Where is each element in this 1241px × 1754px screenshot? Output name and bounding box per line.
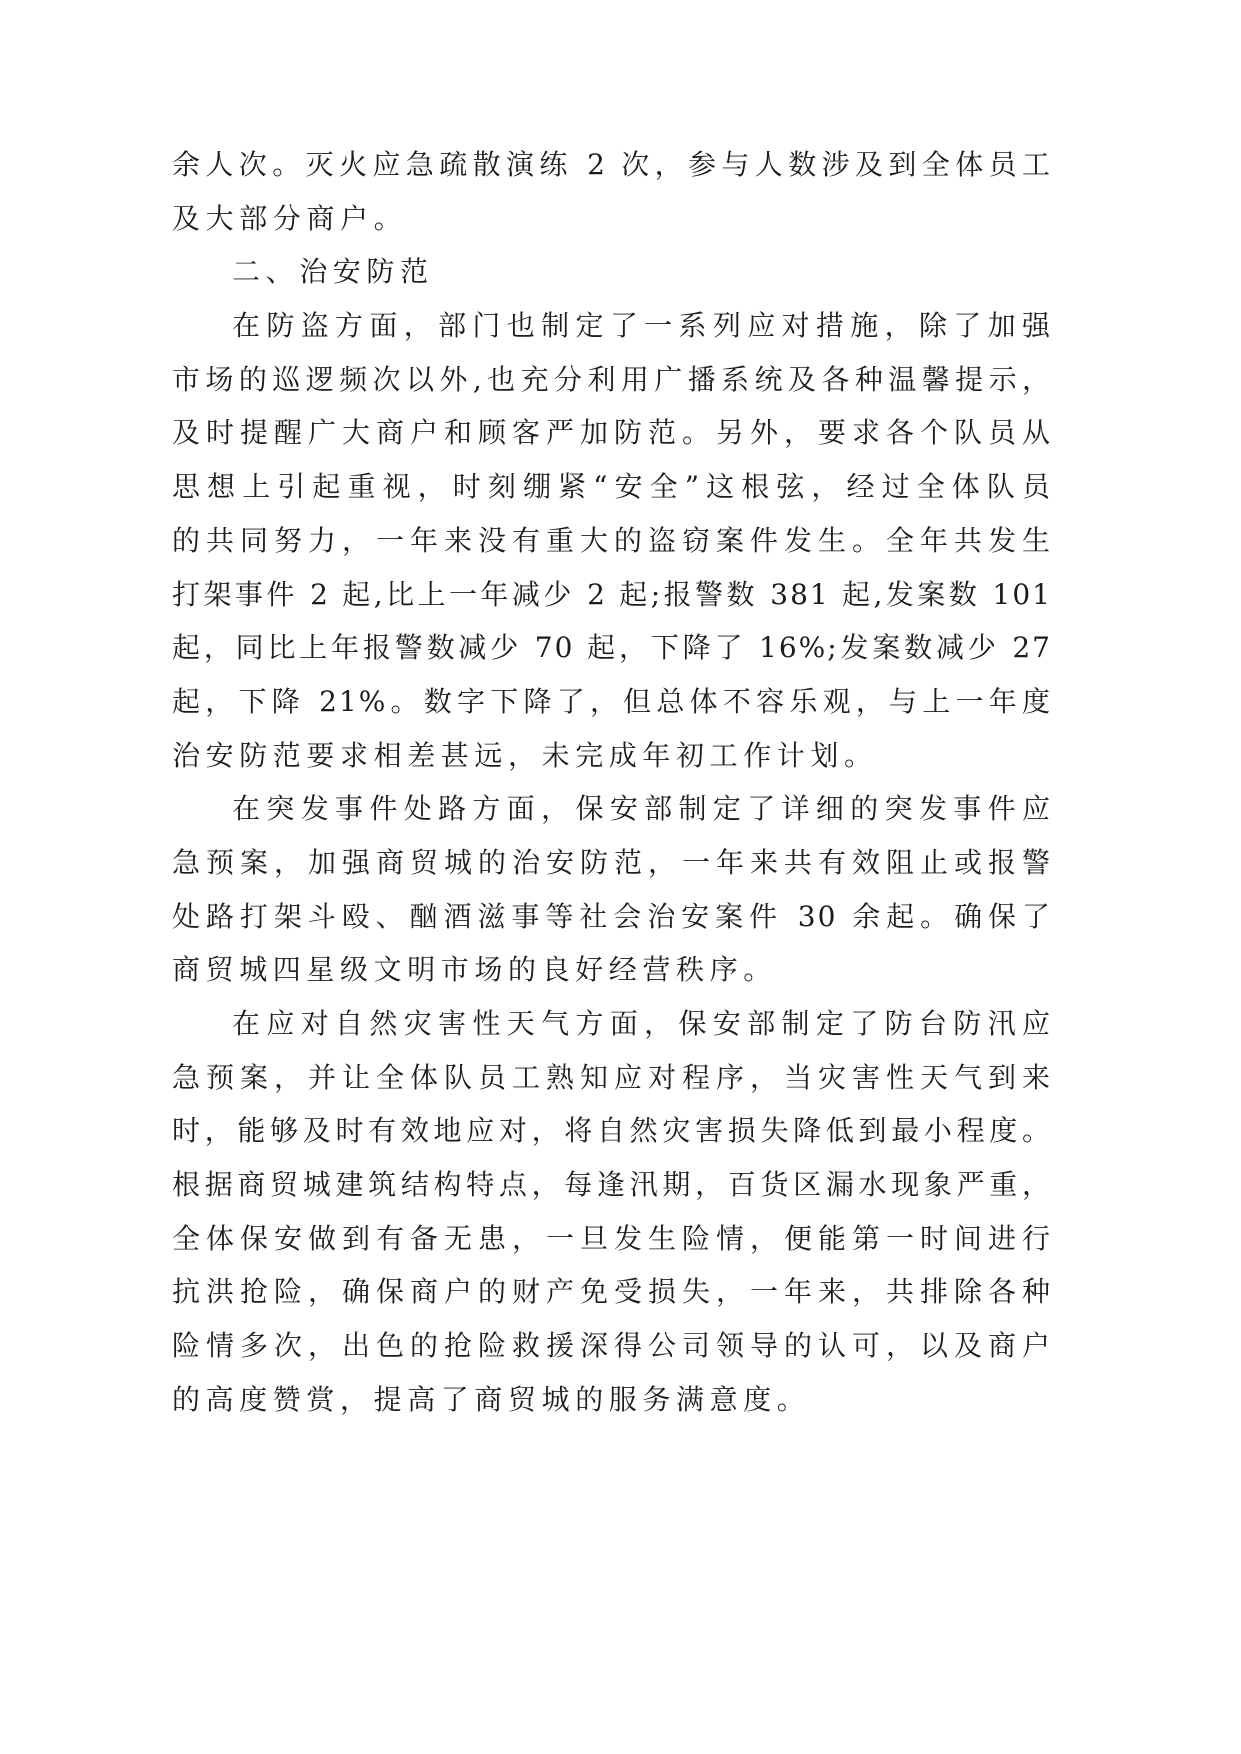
text-line: 在应对自然灾害性天气方面，保安部制定了防台防汛应 xyxy=(232,1007,1052,1040)
text-line: 的共同努力，一年来没有重大的盗窃案件发生。全年共发生 xyxy=(172,523,1052,557)
text-line: 起，同比上年报警数减少 70 起，下降了 16%;发案数减少 27 xyxy=(172,631,1052,665)
paragraph xyxy=(172,299,1052,782)
text-line: 急预案，加强商贸城的治安防范，一年来共有效阻止或报警 xyxy=(172,845,1052,879)
text-line: 商贸城四星级文明市场的良好经营秩序。 xyxy=(172,953,777,987)
text-line: 时，能够及时有效地应对，将自然灾害损失降低到最小程度。 xyxy=(172,1114,1052,1148)
text-line: 治安防范要求相差甚远，未完成年初工作计划。 xyxy=(172,738,878,772)
text-line: 市场的巡逻频次以外,也充分利用广播系统及各种温馨提示， xyxy=(172,362,1052,396)
text-line: 抗洪抢险，确保商户的财产免受损失，一年来，共排除各种 xyxy=(172,1275,1052,1309)
text-line: 起，下降 21%。数字下降了，但总体不容乐观，与上一年度 xyxy=(172,684,1052,718)
text-line: 的高度赞赏，提高了商贸城的服务满意度。 xyxy=(172,1382,811,1416)
paragraph xyxy=(172,997,1052,1427)
document-body xyxy=(172,138,1052,1427)
text-line: 及时提醒广大商户和顾客严加防范。另外，要求各个队员从 xyxy=(172,416,1052,450)
text-line: 根据商贸城建筑结构特点，每逢汛期，百货区漏水现象严重， xyxy=(172,1168,1052,1202)
text-line: 余人次。灭火应急疏散演练 2 次，参与人数涉及到全体员工 xyxy=(172,148,1052,181)
text-line: 全体保安做到有备无患，一旦发生险情，便能第一时间进行 xyxy=(172,1221,1052,1255)
paragraph xyxy=(172,138,1052,245)
text-line: 思想上引起重视，时刻绷紧“安全”这根弦，经过全体队员 xyxy=(172,470,1052,504)
section-heading-text: 二、治安防范 xyxy=(232,255,434,289)
text-line: 及大部分商户。 xyxy=(172,201,408,235)
text-line: 在防盗方面，部门也制定了一系列应对措施，除了加强 xyxy=(232,309,1052,343)
text-line: 险情多次，出色的抢险救援深得公司领导的认可，以及商户 xyxy=(172,1329,1052,1363)
text-line: 急预案，并让全体队员工熟知应对程序，当灾害性天气到来 xyxy=(172,1060,1052,1094)
text-line: 打架事件 2 起,比上一年减少 2 起;报警数 381 起,发案数 101 xyxy=(172,577,1052,611)
text-line: 在突发事件处路方面，保安部制定了详细的突发事件应 xyxy=(232,792,1052,826)
section-heading xyxy=(172,245,1052,299)
paragraph xyxy=(172,782,1052,997)
text-line: 处路打架斗殴、酗酒滋事等社会治安案件 30 余起。确保了 xyxy=(172,899,1052,933)
